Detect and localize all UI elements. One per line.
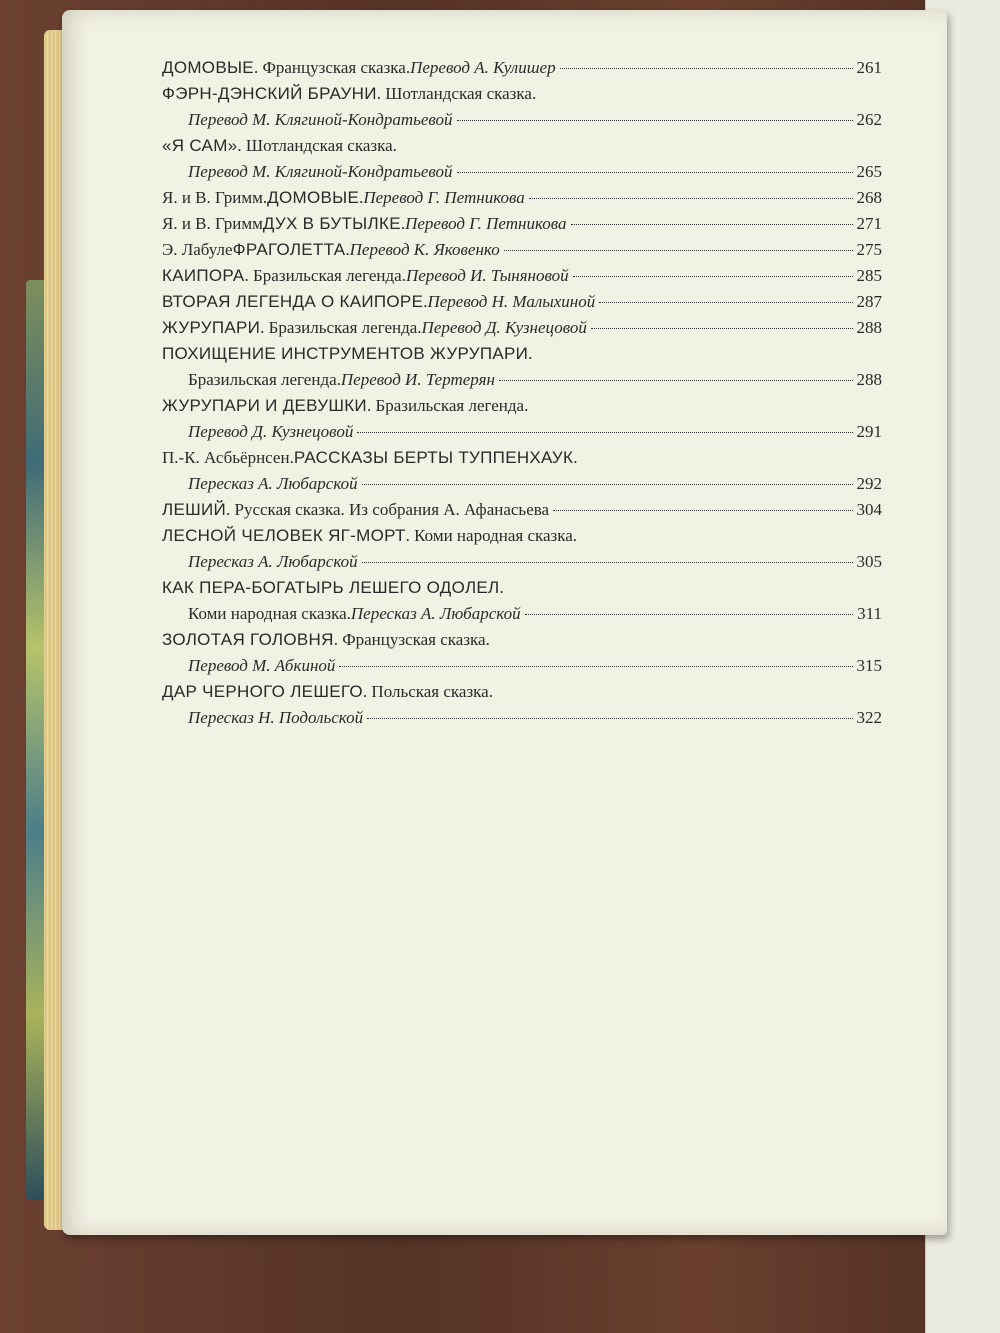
entry-title: ЖУРУПАРИ И ДЕВУШКИ	[162, 396, 367, 415]
toc-line	[162, 110, 882, 132]
entry-author: П.-К. Асбьёрнсен.	[162, 448, 294, 467]
page-number: 275	[856, 240, 882, 259]
entry-title: ЖУРУПАРИ	[162, 318, 261, 337]
toc-line	[162, 630, 882, 652]
entry-description: . Польская сказка.	[362, 682, 493, 701]
entry-credit: Перевод Г. Петникова	[363, 188, 525, 207]
dot-leader	[499, 380, 853, 381]
entry-credit: Перевод М. Абкиной	[188, 656, 336, 675]
entry-description: . Русская сказка. Из собрания А. Афанасьева	[226, 500, 550, 519]
page-number: 268	[856, 188, 882, 207]
entry-credit: Перевод А. Кулишер	[410, 58, 556, 77]
entry-author: Я. и В. Гримм	[162, 214, 263, 233]
page-number: 288	[856, 318, 882, 337]
entry-credit: Перевод И. Тертерян	[340, 370, 495, 389]
entry-credit: Перевод Н. Малыхиной	[427, 292, 596, 311]
entry-title: ЛЕСНОЙ ЧЕЛОВЕК ЯГ-МОРТ	[162, 526, 406, 545]
entry-title: ВТОРАЯ ЛЕГЕНДА О КАИПОРЕ	[162, 292, 424, 311]
dot-leader	[599, 302, 852, 303]
toc-line	[162, 396, 882, 418]
toc-line	[162, 422, 882, 444]
page-number: 287	[856, 292, 882, 311]
toc-line	[162, 214, 882, 236]
entry-title: ФЭРН-ДЭНСКИЙ БРАУНИ	[162, 84, 377, 103]
page-number: 292	[856, 474, 882, 493]
dot-leader	[362, 562, 853, 563]
page-number: 315	[856, 656, 882, 675]
page-number: 261	[856, 58, 882, 77]
entry-description: . Бразильская легенда.	[244, 266, 406, 285]
page-number: 311	[857, 604, 882, 623]
page-number: 291	[856, 422, 882, 441]
toc-line	[162, 604, 882, 626]
page-number: 304	[856, 500, 882, 519]
page-number: 271	[856, 214, 882, 233]
entry-title: ЛЕШИЙ	[162, 500, 227, 519]
dot-leader	[504, 250, 853, 251]
entry-author: Я. и В. Гримм.	[162, 188, 268, 207]
entry-description: .	[400, 214, 406, 233]
entry-credit: Перевод Г. Петникова	[405, 214, 567, 233]
dot-leader	[571, 224, 853, 225]
dot-leader	[357, 432, 852, 433]
entry-title: ЗОЛОТАЯ ГОЛОВНЯ	[162, 630, 334, 649]
entry-description: Бразильская легенда.	[188, 370, 341, 389]
entry-description: .	[359, 188, 364, 207]
page-number: 288	[856, 370, 882, 389]
dot-leader	[591, 328, 853, 329]
toc-line	[162, 136, 882, 158]
dot-leader	[362, 484, 853, 485]
entry-description: .	[528, 344, 533, 363]
entry-title: КАИПОРА	[162, 266, 245, 285]
page-number: 285	[856, 266, 882, 285]
entry-description: .	[345, 240, 350, 259]
toc-line	[162, 448, 882, 470]
entry-title: «Я САМ»	[162, 136, 238, 155]
entry-description: Коми народная сказка.	[188, 604, 351, 623]
toc-line	[162, 58, 882, 80]
entry-credit: Пересказ А. Любарской	[188, 474, 358, 493]
page-number: 265	[856, 162, 882, 181]
dot-leader	[367, 718, 852, 719]
dot-leader	[553, 510, 852, 511]
entry-title: ДУХ В БУТЫЛКЕ	[262, 214, 401, 233]
toc-line	[162, 188, 882, 210]
entry-credit: Пересказ А. Любарской	[350, 604, 521, 623]
dot-leader	[457, 120, 853, 121]
entry-description: . Бразильская легенда.	[366, 396, 529, 415]
toc-line	[162, 708, 882, 730]
entry-title: ПОХИЩЕНИЕ ИНСТРУМЕНТОВ ЖУРУПАРИ	[162, 344, 529, 363]
entry-description: . Шотландская сказка.	[237, 136, 397, 155]
entry-credit: Перевод М. Клягиной-Кондратьевой	[188, 110, 453, 129]
entry-title: ДОМОВЫЕ	[162, 58, 254, 77]
entry-description: .	[499, 578, 504, 597]
entry-description: .	[423, 292, 428, 311]
entry-credit: Перевод Д. Кузнецовой	[421, 318, 587, 337]
toc-line	[162, 162, 882, 184]
toc-line	[162, 500, 882, 522]
entry-credit: Перевод К. Яковенко	[349, 240, 500, 259]
toc-line	[162, 474, 882, 496]
entry-title: КАК ПЕРА-БОГАТЫРЬ ЛЕШЕГО ОДОЛЕЛ	[162, 578, 500, 597]
entry-credit: Перевод Д. Кузнецовой	[188, 422, 354, 441]
toc-line	[162, 552, 882, 574]
entry-description: . Французская сказка.	[253, 58, 411, 77]
entry-title: ДОМОВЫЕ	[267, 188, 360, 207]
dot-leader	[457, 172, 853, 173]
entry-credit: Пересказ А. Любарской	[188, 552, 358, 571]
toc-line	[162, 578, 882, 600]
toc-line	[162, 344, 882, 366]
dot-leader	[573, 276, 853, 277]
page-number: 322	[856, 708, 882, 727]
entry-title: РАССКАЗЫ БЕРТЫ ТУППЕНХАУК	[293, 448, 574, 467]
entry-description: .	[573, 448, 578, 467]
entry-description: . Коми народная сказка.	[405, 526, 578, 545]
toc-line	[162, 656, 882, 678]
entry-credit: Перевод И. Тыняновой	[405, 266, 569, 285]
entry-author: Э. Лабуле	[162, 240, 233, 259]
entry-title: ФРАГОЛЕТТА	[232, 240, 346, 259]
toc-line	[162, 318, 882, 340]
dot-leader	[339, 666, 852, 667]
entry-credit: Перевод М. Клягиной-Кондратьевой	[188, 162, 453, 181]
toc-line	[162, 370, 882, 392]
table-of-contents	[162, 58, 882, 734]
entry-description: . Французская сказка.	[333, 630, 490, 649]
entry-title: ДАР ЧЕРНОГО ЛЕШЕГО	[162, 682, 363, 701]
entry-description: . Шотландская сказка.	[376, 84, 537, 103]
dot-leader	[529, 198, 853, 199]
dot-leader	[525, 614, 854, 615]
toc-line	[162, 526, 882, 548]
page-number: 262	[856, 110, 882, 129]
toc-line	[162, 240, 882, 262]
toc-line	[162, 292, 882, 314]
toc-line	[162, 682, 882, 704]
toc-line	[162, 266, 882, 288]
dot-leader	[560, 68, 853, 69]
toc-line	[162, 84, 882, 106]
entry-description: . Бразильская легенда.	[260, 318, 422, 337]
page-number: 305	[856, 552, 882, 571]
entry-credit: Пересказ Н. Подольской	[188, 708, 364, 727]
